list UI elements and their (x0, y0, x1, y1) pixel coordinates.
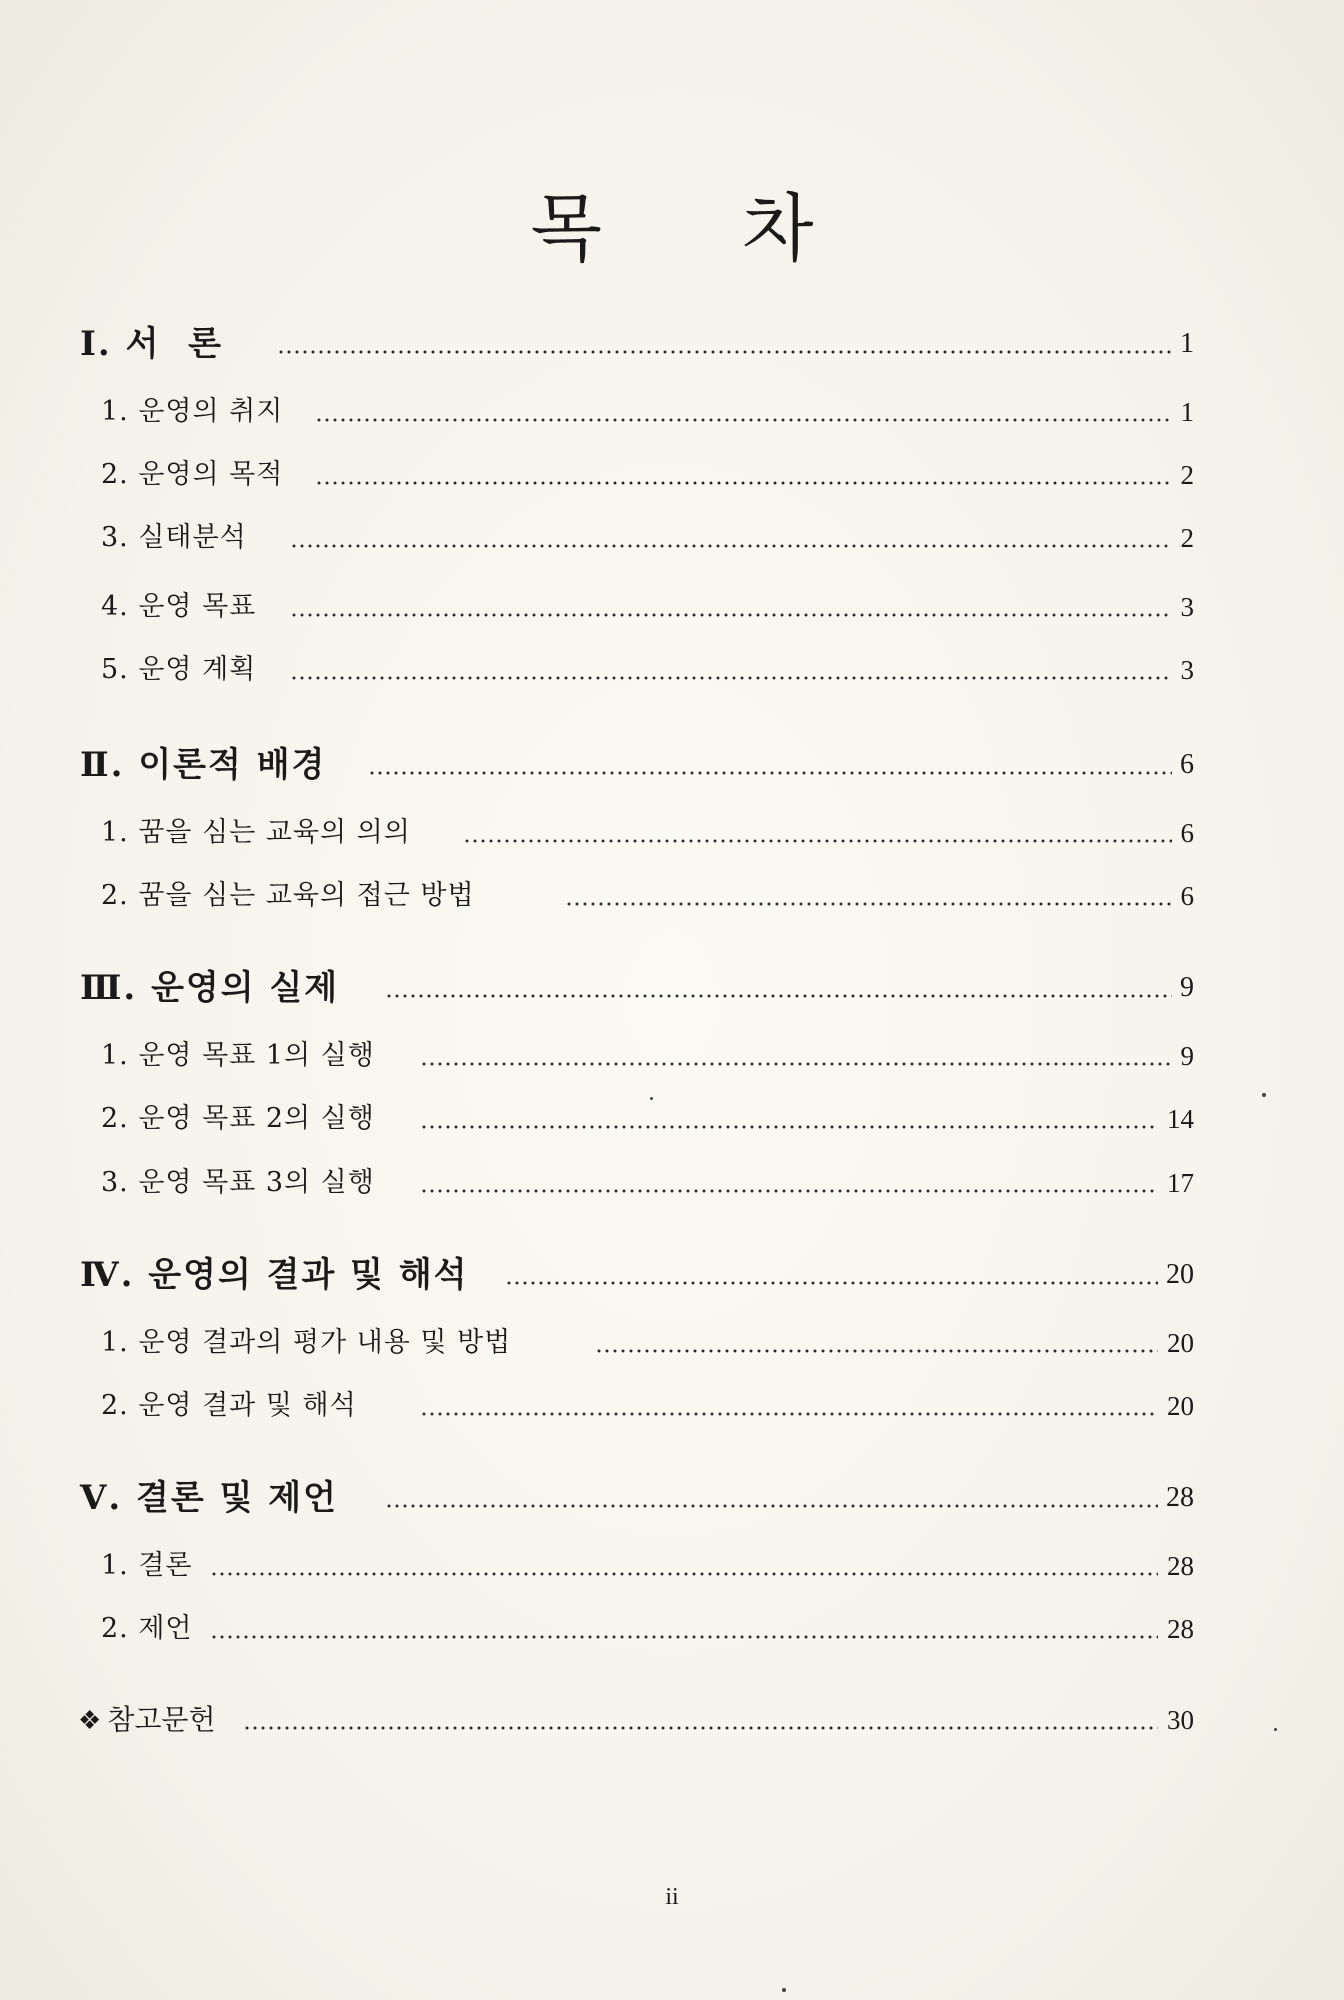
toc-page-number: 9 (1180, 1041, 1194, 1071)
toc-section-row[interactable] (0, 387, 1344, 437)
toc-section-row[interactable] (0, 871, 1344, 921)
toc-page-number: 1 (1180, 328, 1194, 359)
toc-entry-title: Ⅰ. 서 론 (80, 324, 223, 364)
page-number: ii (665, 1884, 679, 1910)
toc-entry-title: 2. 꿈을 심는 교육의 접근 방법 (101, 880, 475, 911)
toc-entry-title: 2. 제언 (101, 1613, 193, 1644)
dot-leader (315, 418, 1172, 422)
toc-entry-title: 5. 운영 계획 (101, 654, 257, 685)
dot-leader (385, 994, 1172, 998)
dot-leader (420, 1125, 1158, 1129)
toc-chapter-row[interactable] (0, 1250, 1344, 1300)
toc-page-number: 20 (1167, 1391, 1194, 1421)
toc-section-row[interactable] (0, 582, 1344, 632)
toc-section-row[interactable] (0, 1031, 1344, 1081)
toc-entry-title: 2. 운영의 목적 (101, 459, 284, 490)
dot-leader (277, 350, 1172, 354)
toc-entry-title: Ⅴ. 결론 및 제언 (80, 1478, 338, 1518)
dot-leader (210, 1635, 1158, 1639)
toc-entry-title: 1. 결론 (101, 1550, 193, 1581)
toc-page-number: 28 (1166, 1482, 1194, 1513)
toc-entry-title: 1. 꿈을 심는 교육의 의의 (101, 817, 411, 848)
toc-entry-title: 4. 운영 목표 (101, 591, 257, 622)
title-word-1: 목 (530, 186, 602, 272)
dot-leader (565, 902, 1172, 906)
toc-entry-title (78, 1695, 216, 1746)
toc-entry-title: 2. 운영 목표 2의 실행 (101, 1103, 375, 1134)
toc-entry-title: 1. 운영의 취지 (101, 396, 284, 427)
toc-references-row[interactable] (0, 1695, 1344, 1745)
page-title (0, 170, 1344, 276)
scan-speck (782, 1988, 786, 1992)
scan-speck (1274, 1728, 1277, 1731)
toc-page-number: 28 (1167, 1551, 1194, 1581)
toc-page-number: 2 (1180, 523, 1194, 553)
toc-page-number: 17 (1167, 1168, 1194, 1198)
diamond-bullet-icon: ❖ (78, 1706, 102, 1736)
toc-chapter-row[interactable] (0, 1473, 1344, 1523)
dot-leader (385, 1504, 1158, 1508)
toc-page-number: 6 (1180, 881, 1194, 911)
toc-section-row[interactable] (0, 1381, 1344, 1431)
toc-section-row[interactable] (0, 1541, 1344, 1591)
toc-entry-title: Ⅱ. 이론적 배경 (80, 745, 327, 785)
dot-leader (290, 544, 1172, 548)
dot-leader (210, 1572, 1158, 1576)
toc-entry-title: 2. 운영 결과 및 해석 (101, 1390, 357, 1421)
toc-page-number: 14 (1167, 1104, 1194, 1134)
toc-page-number: 9 (1180, 972, 1194, 1003)
toc-entry-title: 1. 운영 목표 1의 실행 (101, 1040, 375, 1071)
toc-chapter-row[interactable] (0, 963, 1344, 1013)
toc-entry-title: 1. 운영 결과의 평가 내용 및 방법 (101, 1327, 512, 1358)
toc-page-number: 2 (1180, 460, 1194, 490)
toc-entry-title: 3. 실태분석 (101, 522, 247, 553)
scan-speck (650, 1097, 653, 1100)
dot-leader (420, 1412, 1158, 1416)
toc-entry-label: 참고문헌 (107, 1703, 216, 1736)
toc-page-number: 6 (1180, 749, 1194, 780)
dot-leader (463, 839, 1172, 843)
toc-entry-title: 3. 운영 목표 3의 실행 (101, 1167, 375, 1198)
toc-page-number: 3 (1180, 592, 1194, 622)
toc-section-row[interactable] (0, 1318, 1344, 1368)
dot-leader (290, 676, 1172, 680)
toc-chapter-row[interactable] (0, 740, 1344, 790)
scan-speck (1262, 1093, 1266, 1097)
toc-entry-title: Ⅲ. 운영의 실제 (80, 968, 340, 1008)
dot-leader (315, 481, 1172, 485)
toc-section-row[interactable] (0, 1604, 1344, 1654)
toc-page-number: 3 (1180, 655, 1194, 685)
toc-page-number: 20 (1166, 1259, 1194, 1290)
toc-page-number: 28 (1167, 1614, 1194, 1644)
toc-page-number: 1 (1180, 397, 1194, 427)
toc-section-row[interactable] (0, 808, 1344, 858)
toc-chapter-row[interactable] (0, 319, 1344, 369)
dot-leader (595, 1349, 1158, 1353)
toc-section-row[interactable] (0, 645, 1344, 695)
dot-leader (420, 1062, 1172, 1066)
toc-section-row[interactable] (0, 1158, 1344, 1208)
dot-leader (290, 613, 1172, 617)
title-word-2: 차 (742, 186, 814, 272)
toc-page-number: 30 (1167, 1705, 1194, 1735)
toc-section-row[interactable] (0, 1094, 1344, 1144)
dot-leader (243, 1726, 1158, 1730)
dot-leader (368, 771, 1172, 775)
toc-page-number: 6 (1180, 818, 1194, 848)
toc-entry-title: Ⅳ. 운영의 결과 및 해석 (80, 1255, 469, 1295)
toc-page-number: 20 (1167, 1328, 1194, 1358)
toc-section-row[interactable] (0, 513, 1344, 563)
dot-leader (420, 1189, 1158, 1193)
toc-section-row[interactable] (0, 450, 1344, 500)
dot-leader (505, 1281, 1158, 1285)
